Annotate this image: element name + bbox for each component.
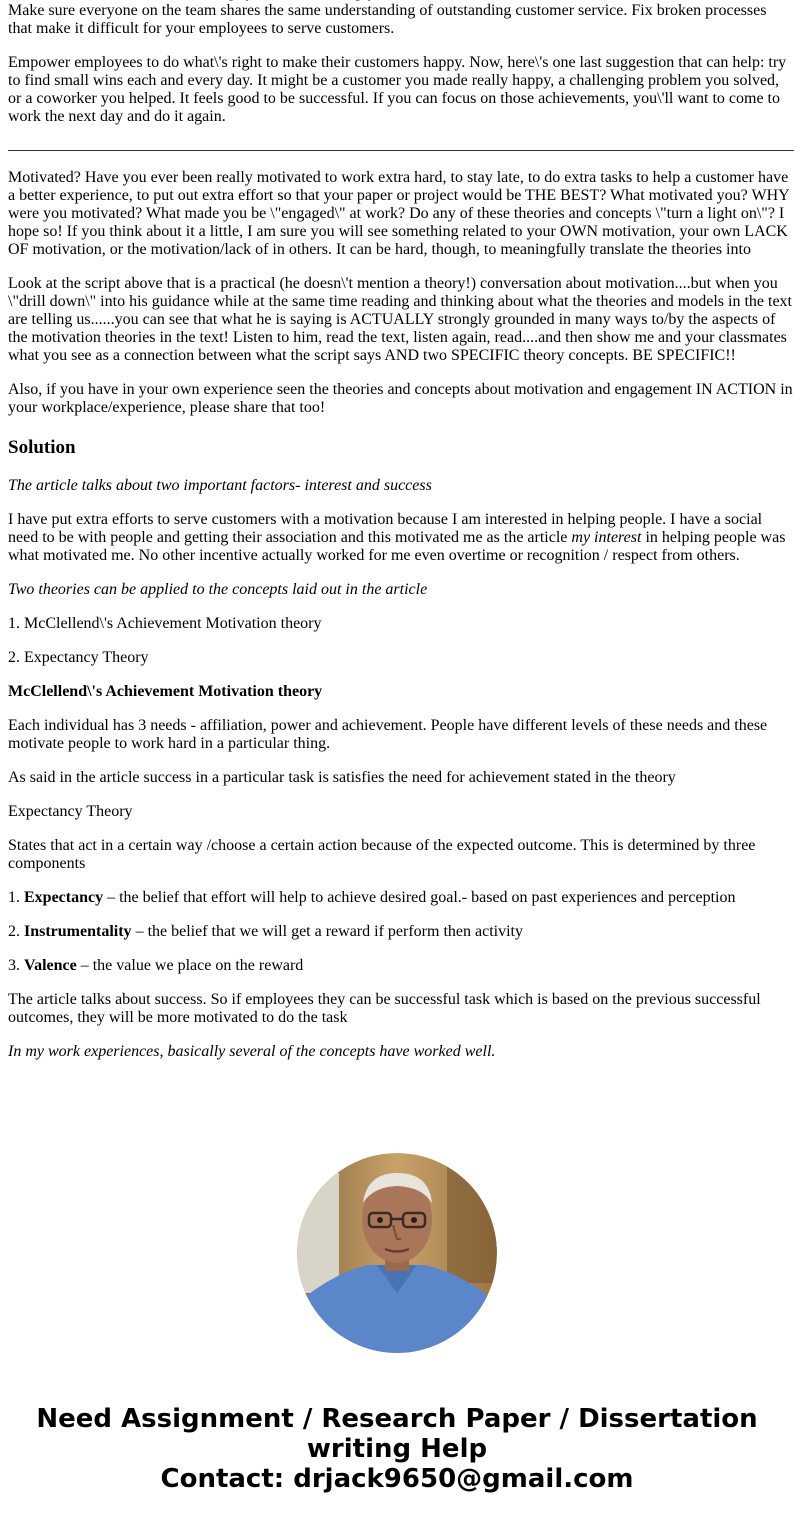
intro-paragraph-2: Empower employees to do what\'s right to make their customers happy. Now, here\'s one last suggestion that can help: try to find small wins each and every day. It might be a customer you made really happy, a challenging problem you solved, or a coworker you helped. It feels good to be successful. If you can focus on those achievements, you\'ll want to come to work the next day and do it again. [8,54,787,125]
question-paragraph-2: Look at the script above that is a practical (he doesn\'t mention a theory!) conversation about motivation....but when you \"drill down\" into his guidance while at the same time reading and thinking about what the theories and models in the text are telling us......you can see that what he is saying is ACTUALLY strongly grounded in many ways to/by the aspects of the motivation theories in the text! Listen to him, read the text, listen again, read....and then show me and your classmates what you see as a connection between what the script says AND two SPECIFIC theory concepts. BE SPECIFIC!! [8,275,792,364]
article-content [8,0,794,1077]
cta-line-contact: Contact: drjack9650@gmail.com [160,1464,634,1494]
intro-paragraph-1: Make sure everyone on the team shares the same understanding of outstanding customer service. Fix broken processes that make it difficult for your employees to serve customers. [8,2,767,37]
cta-line-help: Need Assignment / Research Paper / Dissertation writing Help [36,1404,758,1464]
mcclelland-heading: McClellend\'s Achievement Motivation theory [8,683,323,700]
promo-footer [0,1153,794,1494]
theories-intro: Two theories can be applied to the concepts laid out in the article [8,581,428,598]
question-paragraph-1: Motivated? Have you ever been really motivated to work extra hard, to stay late, to do extra tasks to help a customer have a better experience, to put out extra effort so that your paper or project would be THE BEST? What motivated you? WHY were you motivated? What made you be \"engaged\" at work? Do any of these theories and concepts \"turn a light on\"? I hope so! If you think about it a little, I am sure you will see something related to your OWN motivation, your own LACK OF motivation, or the motivation/lack of in others. It can be hard, though, to meaningfully translate the theories into [8,169,790,258]
component-item-expectancy: 1. Expectancy – the belief that effort will help to achieve desired goal.- based on past experiences and perception [8,889,736,906]
component-item-valence: 3. Valence – the value we place on the reward [8,957,304,974]
emphasis-text: my interest [571,529,642,546]
solution-paragraph-1: I have put extra efforts to serve customers with a motivation because I am interested in helping people. I have a social need to be with people and getting their association and this motivated me as the article my interest in helping people was what motivated me. No other incentive actually worked for me even overtime or recognition / respect from others. [8,511,786,564]
closing-paragraph: In my work experiences, basically several of the concepts have worked well. [8,1043,496,1060]
author-avatar [297,1153,497,1353]
mcclelland-paragraph-1: Each individual has 3 needs - affiliation, power and achievement. People have different levels of these needs and these motivate people to work hard in a particular thing. [8,717,768,752]
cta-text [0,1404,794,1494]
solution-intro: The article talks about two important factors- interest and success [8,477,432,494]
expectancy-heading: Expectancy Theory [8,803,133,820]
theory-item-2: 2. Expectancy Theory [8,649,149,666]
conclusion-paragraph: The article talks about success. So if employees they can be successful task which is based on the previous successful outcomes, they will be more motivated to do the task [8,991,761,1026]
solution-heading: Solution [8,437,76,458]
expectancy-paragraph-1: States that act in a certain way /choose a certain action because of the expected outcome. This is determined by three components [8,837,756,872]
question-paragraph-3: Also, if you have in your own experience seen the theories and concepts about motivation and engagement IN ACTION in your workplace/experience, please share that too! [8,381,793,416]
section-divider [8,150,794,151]
mcclelland-paragraph-2: As said in the article success in a particular task is satisfies the need for achievement stated in the theory [8,769,676,786]
theory-item-1: 1. McClellend\'s Achievement Motivation theory [8,615,322,632]
component-item-instrumentality: 2. Instrumentality – the belief that we will get a reward if perform then activity [8,923,523,940]
